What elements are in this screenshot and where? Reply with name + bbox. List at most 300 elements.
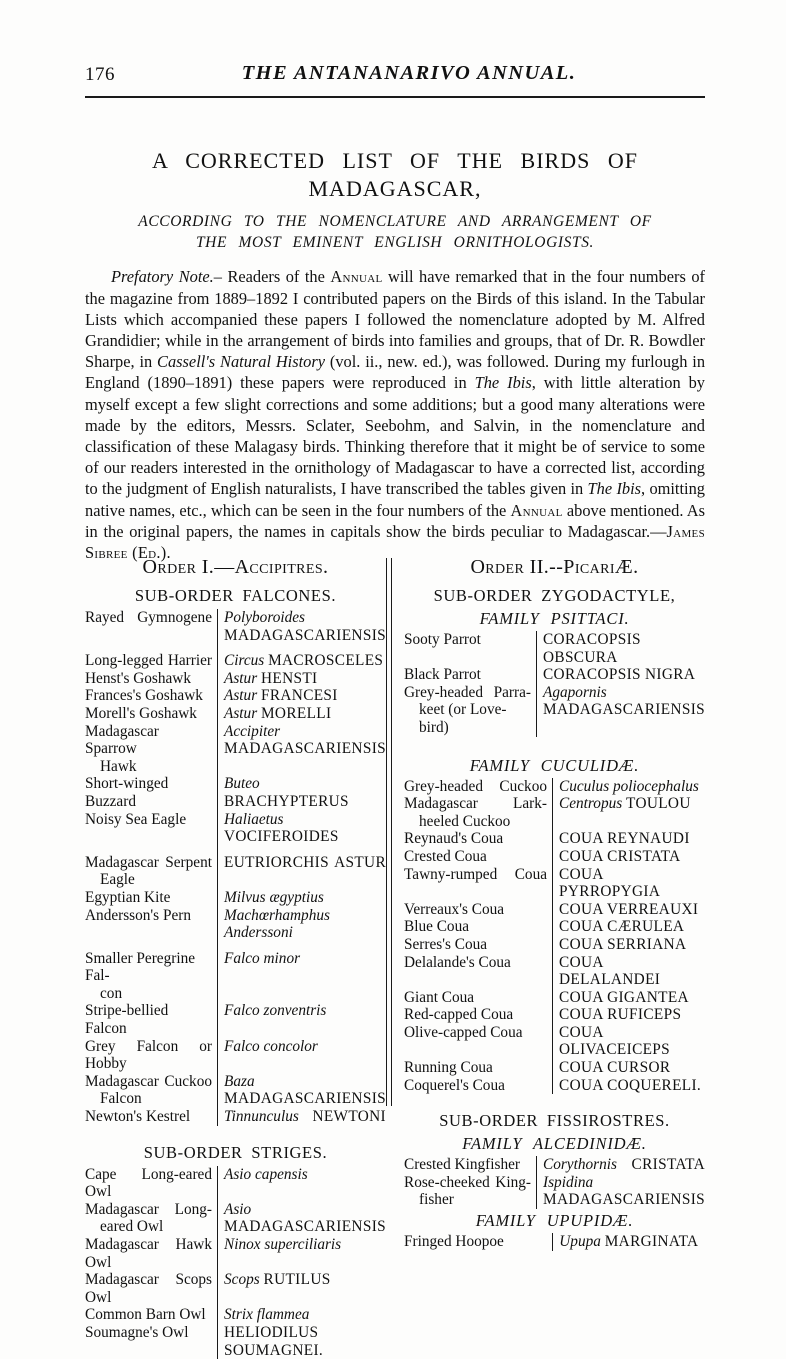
- scientific-name-cell: [218, 1271, 387, 1306]
- prefatory-text-5: above mentioned. As in the original papers, the names in capitals show the birds peculiar to Madagascar.—: [85, 500, 705, 541]
- genus-name: Polyboroides: [224, 609, 306, 626]
- common-name-continuation: Hawk: [100, 757, 137, 775]
- table-row: [404, 830, 705, 848]
- table-row: [85, 811, 386, 846]
- common-name: Short-winged Buzzard: [85, 775, 169, 810]
- common-name-cell: [404, 936, 553, 954]
- common-name-cell: [404, 1233, 553, 1251]
- table-row: [85, 1038, 386, 1073]
- scientific-name-cell: [553, 1006, 705, 1024]
- scientific-name: [224, 1201, 386, 1236]
- common-name: Giant Coua: [404, 988, 475, 1006]
- ibis-reference-1: The Ibis: [474, 373, 532, 393]
- scientific-name-cell: [218, 670, 387, 688]
- table-row: [85, 652, 386, 670]
- genus-name: Machœrhamphus Anderssoni: [224, 906, 330, 942]
- common-name-cell: [85, 1166, 218, 1201]
- species-epithet: MADAGASCARIENSIS: [224, 626, 386, 644]
- common-name: Verreaux's Coua: [404, 900, 505, 918]
- scientific-name-cell: [218, 723, 387, 776]
- species-table: [404, 1233, 705, 1251]
- species-epithet: MADAGASCARIENSIS: [224, 740, 386, 758]
- common-name-cell: [85, 1108, 218, 1126]
- scientific-name: [559, 989, 689, 1006]
- species-epithet: CRISTATA: [631, 1156, 705, 1174]
- species-epithet: MADAGASCARIENSIS: [224, 1090, 386, 1108]
- page-folio: 176: [85, 64, 115, 85]
- genus-name: Asio capensis: [224, 1165, 308, 1183]
- species-epithet: BRACHYPTERUS: [224, 792, 349, 810]
- scientific-name: [559, 1024, 670, 1059]
- species-epithet: MADAGASCARIENSIS: [543, 1191, 705, 1209]
- scientific-name: [559, 901, 698, 918]
- common-name-cell: [85, 1236, 218, 1271]
- family-heading: FAMILY CUCULIDÆ.: [469, 755, 640, 775]
- common-name: Smaller Peregrine Fal-: [85, 949, 196, 985]
- scientific-name-cell: [553, 901, 705, 919]
- scientific-name-cell: [553, 936, 705, 954]
- common-name-cell: [85, 670, 218, 688]
- common-name-cell: [85, 889, 218, 907]
- scientific-name-cell: [218, 687, 387, 705]
- annual-reference-2: Annual: [510, 500, 563, 520]
- scientific-name: [559, 866, 660, 901]
- scientific-name-cell: [553, 918, 705, 936]
- sub-order-heading: SUB-ORDER ZYGODACTYLE,: [433, 586, 676, 605]
- scientific-name: [224, 1002, 326, 1019]
- species-epithet: MACROSCELES: [268, 652, 384, 670]
- scientific-name-cell: [218, 705, 387, 723]
- scientific-name: [224, 670, 317, 687]
- common-name: Serres's Coua: [404, 935, 488, 953]
- scientific-name: [224, 907, 386, 942]
- scientific-name-cell: [553, 1077, 705, 1095]
- common-name-cell: [404, 684, 537, 737]
- scientific-name-cell: [218, 775, 387, 810]
- scientific-name: [224, 854, 386, 872]
- species-epithet: EUTRIORCHIS ASTUR: [224, 853, 386, 871]
- scientific-name-cell: [218, 950, 387, 1003]
- common-name-cell: [85, 1002, 218, 1037]
- scientific-name-cell: [553, 1059, 705, 1077]
- scientific-name-cell: [537, 631, 706, 666]
- scientific-name-cell: [218, 1038, 387, 1073]
- genus-name: Corythornis: [543, 1156, 617, 1174]
- scientific-name: [559, 830, 690, 847]
- row-gap-right: [218, 942, 387, 950]
- table-row: [85, 1201, 386, 1236]
- common-name: Coquerel's Coua: [404, 1076, 505, 1094]
- common-name-continuation: con: [100, 984, 123, 1002]
- table-row: [404, 795, 705, 830]
- annual-reference-1: Annual: [330, 267, 383, 287]
- table-row: [85, 687, 386, 705]
- scientific-name-cell: [218, 907, 387, 942]
- scientific-name-cell: [218, 1002, 387, 1037]
- sub-order-heading: SUB-ORDER STRIGES.: [143, 1142, 328, 1162]
- scientific-name: [224, 1236, 341, 1253]
- table-row: [404, 1174, 705, 1209]
- species-epithet: CORACOPSIS NIGRA: [543, 666, 696, 684]
- table-row: [85, 950, 386, 1003]
- scientific-name: [224, 705, 331, 722]
- species-epithet: COUA VERREAUXI: [559, 900, 699, 918]
- common-name-cell: [85, 1201, 218, 1236]
- common-name: Black Parrot: [404, 666, 481, 684]
- article-subtitle-line2: THE MOST EMINENT ENGLISH ORNITHOLOGISTS.: [195, 233, 595, 251]
- common-name-cell: [85, 609, 218, 644]
- prefatory-text-3: , with little alteration by myself except a few slight corrections and some additions; but a good many alterations were made by the editors, Messrs. Sclater, Seebohm, and Salvin, in the nomenclature and classification of these Malagasy birds. Thinking therefore that it might be of service to some of our readers interested in the ornithology of Madagascar to have a corrected list, according to the judgment of English naturalists, I have transcribed the tables given in: [85, 373, 705, 499]
- species-epithet: MADAGASCARIENSIS: [543, 701, 705, 719]
- common-name: Sooty Parrot: [404, 631, 481, 648]
- scientific-name: [559, 936, 686, 953]
- common-name-cell: [85, 652, 218, 670]
- common-name: Crested Kingfisher: [404, 1156, 520, 1174]
- scientific-name: [559, 918, 684, 935]
- table-row: [85, 1073, 386, 1108]
- common-name-cell: [85, 1324, 218, 1359]
- common-name: Madagascar Long-: [85, 1200, 212, 1218]
- scientific-name: [224, 950, 300, 967]
- scientific-name-cell: [218, 652, 387, 670]
- species-epithet: COUA DELALANDEI: [559, 953, 661, 989]
- common-name-cell: [85, 1271, 218, 1306]
- scientific-name: [224, 1166, 308, 1183]
- species-epithet: COUA REYNAUDI: [559, 830, 690, 848]
- common-name-cell: [404, 1059, 553, 1077]
- journal-title: THE ANTANANARIVO ANNUAL.: [241, 62, 577, 84]
- species-epithet: HENSTI: [260, 669, 318, 687]
- table-row: [85, 609, 386, 644]
- column-order-picariae: [404, 556, 705, 1251]
- table-row: [85, 1306, 386, 1324]
- common-name-cell: [85, 950, 218, 1003]
- common-name-cell: [85, 854, 218, 889]
- scientific-name: [559, 1059, 670, 1076]
- scientific-name-cell: [553, 954, 705, 989]
- species-table: [85, 1166, 386, 1359]
- prefatory-dash: – Readers of the: [213, 267, 331, 287]
- cassell-reference: Cassell's Natural History: [157, 352, 326, 372]
- scientific-name-cell: [218, 609, 387, 644]
- row-gap-left: [85, 942, 218, 950]
- family-heading: FAMILY PSITTACI.: [479, 609, 630, 628]
- species-epithet: COUA RUFICEPS: [559, 1006, 682, 1024]
- species-epithet: RUTILUS: [263, 1271, 331, 1289]
- prefatory-text-2: (vol. ii., new. ed.), was followed. During my furlough in England (1890–1891) these papers were reproduced in: [85, 352, 706, 393]
- genus-name: Accipiter: [224, 722, 281, 740]
- common-name-cell: [85, 907, 218, 942]
- order-heading-left: Order I.—Accipitres.: [142, 556, 329, 578]
- scientific-name-cell: [218, 1108, 387, 1126]
- common-name-cell: [404, 1174, 537, 1209]
- scientific-name-cell: [537, 684, 706, 737]
- common-name: Newton's Kestrel: [85, 1108, 191, 1126]
- prefatory-text-1: will have remarked that in the four numbers of the magazine from 1889–1892 I contributed papers on the Birds of this island. In the Tabular Lists which accompanied these papers I followed the nomenclature adopted by M. Alfred Grandidier; while in the arrangement of birds into families and groups, that of Dr. R. Bowdler Sharpe, in: [85, 267, 705, 372]
- common-name: Egyptian Kite: [85, 888, 171, 906]
- common-name-cell: [404, 1156, 537, 1174]
- common-name: Soumagne's Owl: [85, 1323, 189, 1341]
- section-spacer: [404, 737, 705, 754]
- scientific-name: [543, 666, 695, 683]
- common-name: Madagascar Lark-: [404, 795, 548, 813]
- common-name: Grey-headed Parra-: [404, 683, 531, 701]
- scientific-name: [543, 1174, 705, 1209]
- genus-name: Ispidina: [543, 1173, 594, 1191]
- common-name-cell: [85, 1038, 218, 1073]
- species-epithet: NEWTONI: [312, 1108, 386, 1126]
- scientific-name-cell: [218, 889, 387, 907]
- table-row: [404, 848, 705, 866]
- table-row: [404, 1077, 705, 1095]
- scientific-name: [224, 1038, 318, 1055]
- scientific-name: [559, 1233, 698, 1250]
- common-name: Madagascar Scops Owl: [85, 1271, 212, 1306]
- left-section-container: [85, 586, 386, 1359]
- table-row: [85, 670, 386, 688]
- species-lists: [85, 556, 705, 1359]
- species-epithet: COUA CRISTATA: [559, 847, 681, 865]
- scientific-name: [559, 848, 681, 865]
- genus-name: Agapornis: [543, 683, 607, 701]
- species-table: [404, 1156, 705, 1209]
- common-name: Running Coua: [404, 1059, 493, 1077]
- common-name: Madagascar Hawk Owl: [85, 1236, 212, 1271]
- table-row: [85, 1271, 386, 1306]
- scientific-name-cell: [553, 848, 705, 866]
- common-name-cell: [85, 687, 218, 705]
- scientific-name-cell: [218, 854, 387, 889]
- scientific-name-cell: [553, 795, 705, 830]
- common-name-cell: [404, 901, 553, 919]
- genus-name: Baza: [224, 1072, 255, 1090]
- common-name-cell: [404, 989, 553, 1007]
- common-name: Olive-capped Coua: [404, 1023, 523, 1041]
- common-name: Grey-headed Cuckoo: [404, 777, 548, 795]
- table-row: [404, 866, 705, 901]
- genus-name: Circus: [224, 652, 265, 670]
- common-name-cell: [85, 1073, 218, 1108]
- article-title-block: [85, 148, 705, 253]
- common-name: Reynaud's Coua: [404, 830, 504, 848]
- common-name-cell: [404, 1024, 553, 1059]
- common-name-cell: [404, 795, 553, 830]
- right-section-container: [404, 586, 705, 1251]
- common-name: Stripe-bellied Falcon: [85, 1002, 169, 1038]
- row-gap: [85, 942, 386, 950]
- scientific-name: [224, 775, 386, 810]
- section-spacer: [85, 1126, 386, 1143]
- row-gap: [85, 644, 386, 652]
- genus-name: Tinnunculus: [224, 1108, 299, 1126]
- species-table: [85, 609, 386, 1126]
- scientific-name: [543, 631, 705, 666]
- column-divider-outer: [386, 558, 387, 1106]
- scientific-name-cell: [218, 1324, 387, 1359]
- genus-name: Ninox superciliaris: [224, 1236, 342, 1253]
- scientific-name: [559, 1077, 701, 1094]
- table-row: [404, 778, 705, 796]
- common-name-cell: [404, 778, 553, 796]
- scientific-name: [559, 954, 660, 989]
- scientific-name: [224, 687, 338, 704]
- common-name: Tawny-rumped Coua: [404, 865, 548, 883]
- genus-name: Astur: [224, 704, 258, 722]
- author-signature: James Sibree (Ed.).: [85, 521, 705, 563]
- common-name-cell: [404, 1077, 553, 1095]
- table-row: [85, 1236, 386, 1271]
- header-rule: [85, 96, 705, 98]
- species-epithet: CORACOPSIS OBSCURA: [543, 631, 641, 666]
- common-name: Common Barn Owl: [85, 1306, 206, 1324]
- table-row: [404, 666, 705, 684]
- common-name: Madagascar Cuckoo: [85, 1072, 212, 1090]
- common-name-cell: [85, 1306, 218, 1324]
- family-heading: FAMILY ALCEDINIDÆ.: [462, 1134, 647, 1154]
- scientific-name-cell: [218, 1306, 387, 1324]
- species-epithet: COUA GIGANTEA: [559, 988, 689, 1006]
- row-gap-right: [218, 846, 387, 854]
- column-order-accipitres: [85, 556, 386, 1359]
- genus-name: Falco minor: [224, 949, 301, 967]
- table-row: [404, 918, 705, 936]
- species-epithet: MARGINATA: [604, 1233, 699, 1251]
- species-table: [404, 631, 705, 737]
- species-epithet: VOCIFEROIDES: [224, 828, 339, 846]
- common-name-cell: [85, 811, 218, 846]
- ibis-reference-2: The Ibis: [587, 479, 642, 499]
- common-name-cell: [404, 848, 553, 866]
- table-row: [85, 1166, 386, 1201]
- table-row: [404, 901, 705, 919]
- common-name-continuation: eared Owl: [100, 1218, 164, 1236]
- scientific-name-cell: [218, 1201, 387, 1236]
- scientific-name: [559, 778, 699, 795]
- table-row: [85, 854, 386, 889]
- common-name-cell: [404, 954, 553, 989]
- table-row: [404, 684, 705, 737]
- genus-name: Astur: [224, 669, 258, 687]
- genus-name: Falco zonventris: [224, 1002, 327, 1020]
- common-name: Crested Coua: [404, 847, 487, 865]
- genus-name: Falco concolor: [224, 1037, 318, 1055]
- common-name-cell: [404, 866, 553, 901]
- row-gap-left: [85, 644, 218, 652]
- prefatory-note: [85, 266, 705, 563]
- common-name-cell: [85, 705, 218, 723]
- table-row: [404, 1059, 705, 1077]
- table-row: [85, 1324, 386, 1359]
- running-head: [85, 62, 705, 92]
- common-name: Madagascar Serpent: [85, 853, 212, 871]
- common-name: Frances's Goshawk: [85, 687, 203, 705]
- species-table: [404, 778, 705, 1095]
- scientific-name-cell: [218, 1166, 387, 1201]
- common-name: Rose-cheeked King-: [404, 1173, 531, 1191]
- article-subtitle: [85, 212, 705, 253]
- row-gap-left: [85, 846, 218, 854]
- scientific-name: [224, 1271, 331, 1288]
- table-row: [85, 1002, 386, 1037]
- column-divider-inner: [391, 558, 392, 1106]
- scientific-name-cell: [218, 1073, 387, 1108]
- common-name-cell: [404, 918, 553, 936]
- scientific-name: [224, 811, 386, 846]
- scientific-name-cell: [218, 811, 387, 846]
- common-name: Fringed Hoopoe: [404, 1233, 504, 1251]
- scientific-name: [224, 652, 383, 669]
- scientific-name: [224, 1324, 386, 1359]
- genus-name: Strix flammea: [224, 1306, 310, 1324]
- scientific-name: [224, 889, 324, 906]
- scientific-name: [224, 1073, 386, 1108]
- genus-name: Asio: [224, 1200, 252, 1218]
- common-name: Andersson's Pern: [85, 906, 192, 924]
- scientific-name-cell: [553, 1233, 705, 1251]
- article-title-line2: MADAGASCAR,: [308, 175, 482, 201]
- scientific-name-cell: [218, 1236, 387, 1271]
- common-name-cell: [404, 830, 553, 848]
- table-row: [85, 775, 386, 810]
- genus-name: Centropus: [559, 795, 623, 813]
- table-row: [85, 907, 386, 942]
- species-epithet: COUA OLIVACEICEPS: [559, 1023, 671, 1059]
- genus-name: Cuculus poliocephalus: [559, 777, 699, 795]
- prefatory-text-4: , omitting native names, etc., which can be seen in the four numbers of the: [85, 479, 705, 520]
- table-row: [85, 705, 386, 723]
- sub-order-heading: SUB-ORDER FALCONES.: [134, 586, 337, 605]
- species-epithet: MADAGASCARIENSIS: [224, 1218, 386, 1236]
- species-epithet: HELIODILUS SOUMAGNEI.: [224, 1323, 324, 1359]
- scientific-name-cell: [537, 1156, 706, 1174]
- scientific-name-cell: [537, 1174, 706, 1209]
- species-epithet: COUA CÆRULEA: [559, 918, 685, 936]
- scientific-name: [224, 1306, 309, 1323]
- scientific-name: [543, 684, 705, 719]
- table-row: [404, 1006, 705, 1024]
- common-name: Rayed Gymnogene: [85, 609, 212, 626]
- common-name: Madagascar Sparrow: [85, 722, 159, 758]
- common-name: Grey Falcon or Hobby: [85, 1037, 212, 1073]
- table-row: [404, 1024, 705, 1059]
- species-epithet: COUA PYRROPYGIA: [559, 865, 661, 901]
- scientific-name: [224, 1108, 386, 1126]
- species-epithet: TOULOU: [626, 795, 691, 813]
- genus-name: Astur: [224, 687, 258, 705]
- species-epithet: COUA SERRIANA: [559, 935, 687, 953]
- scientific-name: [559, 1006, 681, 1023]
- scientific-name-cell: [553, 830, 705, 848]
- table-row: [85, 1108, 386, 1126]
- prefatory-label: Prefatory Note.: [111, 267, 214, 287]
- genus-name: Scops: [224, 1271, 260, 1289]
- scientific-name: [543, 1156, 705, 1174]
- species-epithet: FRANCESI: [260, 687, 338, 705]
- common-name-cell: [404, 1006, 553, 1024]
- scientific-name: [224, 609, 386, 644]
- table-row: [404, 989, 705, 1007]
- common-name: Noisy Sea Eagle: [85, 810, 187, 828]
- scientific-name-cell: [553, 989, 705, 1007]
- common-name-continuation: Falcon: [100, 1090, 142, 1108]
- row-gap: [85, 846, 386, 854]
- order-heading-right: Order II.--PicariÆ.: [470, 556, 639, 578]
- row-gap-right: [218, 644, 387, 652]
- table-row: [404, 936, 705, 954]
- scientific-name: [224, 723, 386, 758]
- common-name-continuation: heeled Cuckoo: [419, 812, 511, 830]
- table-row: [404, 631, 705, 666]
